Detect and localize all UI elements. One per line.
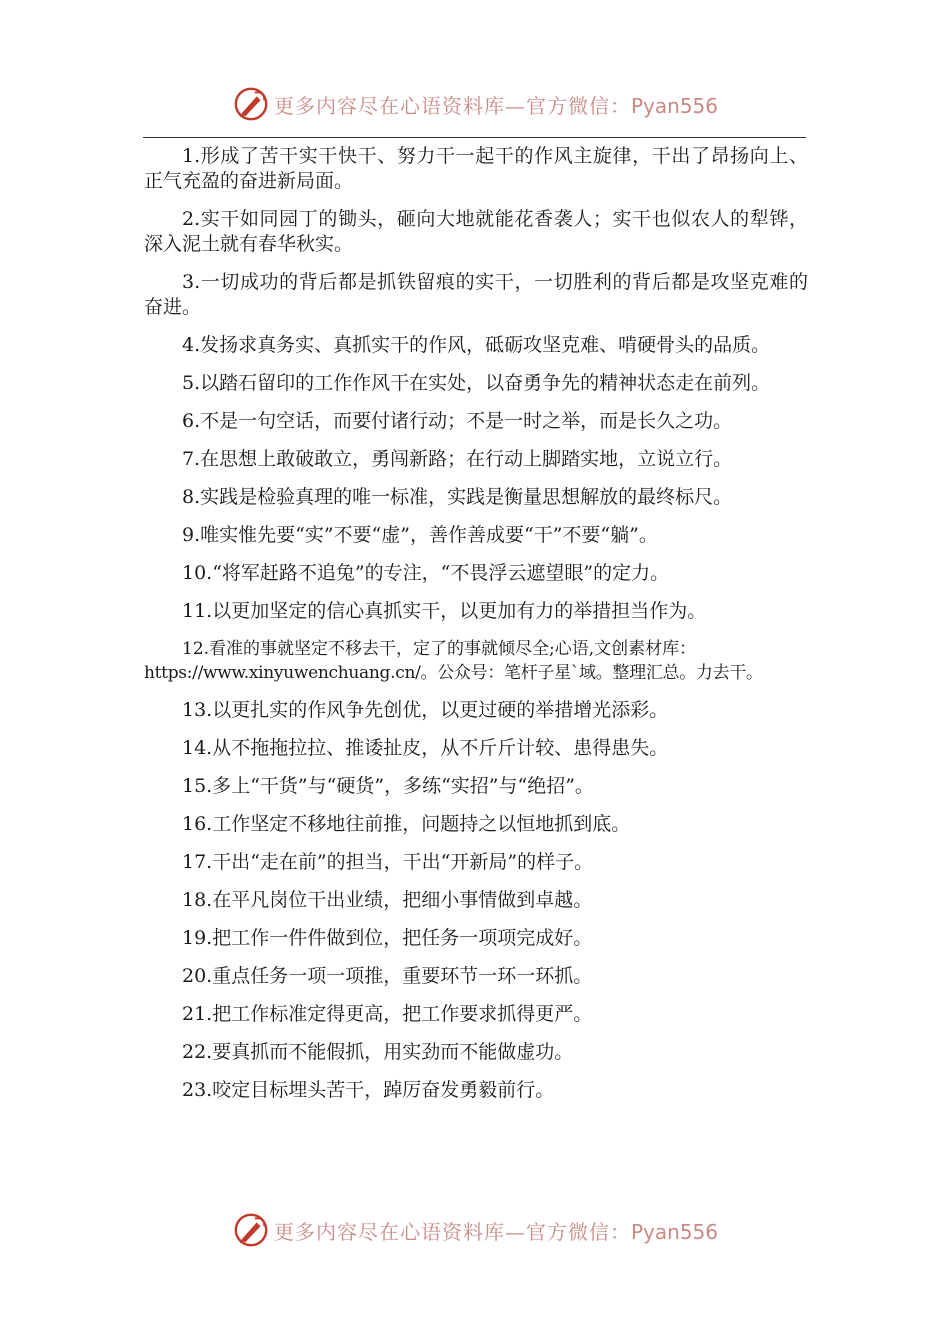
wechat-id: Pyan556 xyxy=(630,93,718,118)
list-item: 7.在思想上敢破敢立，勇闯新路；在行动上脚踏实地，立说立行。 xyxy=(182,448,733,470)
list-item: 3.一切成功的背后都是抓铁留痕的实干，一切胜利的背后都是攻坚克难的奋进。 xyxy=(144,271,808,318)
list-item: 16.工作坚定不移地往前推，问题持之以恒地抓到底。 xyxy=(182,813,631,835)
list-item: 6.不是一句空话，而要付诸行动；不是一时之举，而是长久之功。 xyxy=(182,410,733,432)
pen-nib-circle-icon xyxy=(232,1211,270,1249)
banner-text: 更多内容尽在心语资料库—官方微信：Pyan556 xyxy=(273,1219,718,1244)
list-item: 9.唯实惟先要“实”不要“虚”，善作善成要“干”不要“躺”。 xyxy=(182,524,658,546)
list-item: 5.以踏石留印的工作作风干在实处，以奋勇争先的精神状态走在前列。 xyxy=(182,372,771,394)
footer-banner xyxy=(0,1210,950,1250)
list-item: 10.“将军赶路不追兔”的专注，“不畏浮云遮望眼”的定力。 xyxy=(182,562,670,584)
header-divider xyxy=(143,137,806,138)
banner-text: 更多内容尽在心语资料库—官方微信：Pyan556 xyxy=(273,93,718,118)
list-item: 13.以更扎实的作风争先创优，以更过硬的举措增光添彩。 xyxy=(182,699,669,721)
pen-nib-circle-icon xyxy=(232,85,270,123)
list-item-with-link xyxy=(144,637,808,685)
list-item: 21.把工作标准定得更高，把工作要求抓得更严。 xyxy=(182,1003,593,1025)
list-item: 8.实践是检验真理的唯一标准，实践是衡量思想解放的最终标尺。 xyxy=(182,486,733,508)
list-item: 23.咬定目标埋头苦干，踔厉奋发勇毅前行。 xyxy=(182,1079,555,1101)
document-body xyxy=(144,144,808,1116)
list-item: 2.实干如同园丁的锄头，砸向大地就能花香袭人；实干也似农人的犁铧，深入泥土就有春华秋实。 xyxy=(144,208,808,255)
list-item: 1.形成了苦干实干快干、努力干一起干的作风主旋律，干出了昂扬向上、正气充盈的奋进新局面。 xyxy=(144,145,808,192)
list-item: 22.要真抓而不能假抓，用实劲而不能做虚功。 xyxy=(182,1041,574,1063)
list-item: 20.重点任务一项一项推，重要环节一环一环抓。 xyxy=(182,965,593,987)
list-item: 19.把工作一件件做到位，把任务一项项完成好。 xyxy=(182,927,593,949)
list-item: 18.在平凡岗位干出业绩，把细小事情做到卓越。 xyxy=(182,889,593,911)
wechat-id: Pyan556 xyxy=(630,1219,718,1244)
list-item: 4.发扬求真务实、真抓实干的作风，砥砺攻坚克难、啃硬骨头的品质。 xyxy=(182,334,771,356)
list-item: 14.从不拖拖拉拉、推诿扯皮，从不斤斤计较、患得患失。 xyxy=(182,737,669,759)
item12-line2: https://www.xinyuwenchuang.cn/。公众号：笔杆子星`域。整理汇总。力去干。 xyxy=(144,663,763,683)
item12-line1: 12.看准的事就坚定不移去干，定了的事就倾尽全;心语,文创素材库： xyxy=(182,639,697,659)
header-banner xyxy=(0,84,950,124)
list-item: 17.干出“走在前”的担当，干出“开新局”的样子。 xyxy=(182,851,594,873)
list-item: 15.多上“干货”与“硬货”，多练“实招”与“绝招”。 xyxy=(182,775,594,797)
list-item: 11.以更加坚定的信心真抓实干，以更加有力的举措担当作为。 xyxy=(182,600,707,622)
